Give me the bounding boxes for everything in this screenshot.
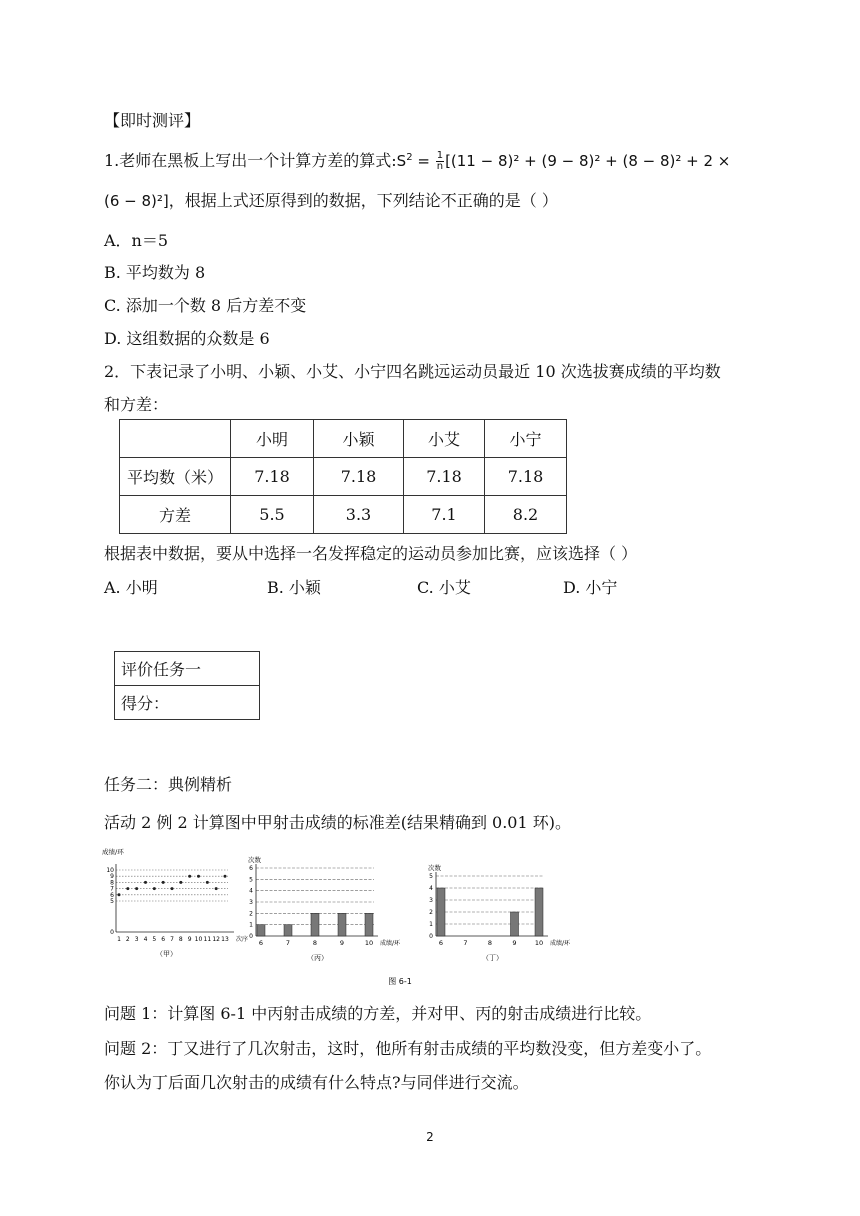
chart-a-xtick: 13 xyxy=(221,936,229,943)
chart-b-xlabel: 成绩/环 xyxy=(380,940,401,947)
table-cell: 7.18 xyxy=(485,458,567,496)
chart-a-point xyxy=(179,881,182,884)
table-header-row xyxy=(120,420,567,458)
table-cell: 3.3 xyxy=(314,496,404,534)
chart-a-ytick: 8 xyxy=(110,879,114,887)
chart-c-xtick: 10 xyxy=(534,939,544,947)
chart-b-xtick: 6 xyxy=(258,939,264,947)
table-cell: 7.1 xyxy=(404,496,485,534)
chart-b-ytick: 4 xyxy=(249,887,253,895)
question-1-text: ，根据上式还原得到的数据，下列结论不正确的是（ ） xyxy=(168,191,558,210)
chart-b-bar xyxy=(284,925,292,936)
table-row xyxy=(120,496,567,534)
question-2-line-2: 和方差： xyxy=(104,395,169,414)
chart-a-xtick: 6 xyxy=(161,936,166,943)
chart-jia xyxy=(102,847,248,958)
chart-a-xtick: 10 xyxy=(194,936,203,943)
chart-c-xtick: 8 xyxy=(487,939,493,947)
formula-equals: = xyxy=(412,152,435,170)
question-2-line-1: 2．下表记录了小明、小颖、小艾、小宁四名跳远运动员最近 10 次选拔赛成绩的平均数 xyxy=(104,362,721,381)
chart-bing xyxy=(248,855,401,962)
page-number: 2 xyxy=(426,1130,434,1144)
q1-option-c: C. 添加一个数 8 后方差不变 xyxy=(104,296,307,315)
table-row xyxy=(120,458,567,496)
evaluation-title: 评价任务一 xyxy=(115,652,260,686)
table-header-cell: 小艾 xyxy=(404,420,485,458)
chart-b-xtick: 10 xyxy=(364,939,374,947)
chart-b-ytick: 0 xyxy=(249,933,253,940)
formula-lhs: S xyxy=(396,152,407,170)
q2-option-c: C. 小艾 xyxy=(417,578,471,597)
chart-a-xtick: 1 xyxy=(117,936,121,943)
table-header-cell: 小宁 xyxy=(485,420,567,458)
chart-a-point xyxy=(153,887,156,890)
chart-c-ytick: 4 xyxy=(429,885,433,892)
chart-c-ylabel: 次数 xyxy=(428,864,441,872)
chart-b-bar xyxy=(338,913,346,936)
q2-option-a: A. 小明 xyxy=(104,578,158,597)
chart-a-xtick: 7 xyxy=(170,936,174,943)
activity-2-text: 活动 2 例 2 计算图中甲射击成绩的标准差(结果精确到 0.01 环)。 xyxy=(104,813,571,832)
chart-b-ytick: 5 xyxy=(249,876,253,884)
chart-a-point xyxy=(118,893,121,896)
table-header-cell xyxy=(120,420,231,458)
variance-formula xyxy=(397,152,731,170)
table-cell: 7.18 xyxy=(404,458,485,496)
score-field[interactable]: 得分： xyxy=(115,686,260,720)
chart-a-ytick: 9 xyxy=(110,873,114,881)
chart-c-xlabel: 成绩/环 xyxy=(550,940,571,947)
chart-a-point xyxy=(197,875,200,878)
chart-c-bar xyxy=(535,888,543,936)
chart-a-ytick: 5 xyxy=(110,898,114,905)
figure-caption: 图 6-1 xyxy=(388,977,412,986)
chart-a-ylabel: 成绩/环 xyxy=(102,848,124,856)
chart-c-ytick: 5 xyxy=(429,873,433,880)
fraction-numerator: 1 xyxy=(436,150,444,161)
formula-rest: [(11 − 8)² + (9 − 8)² + (8 − 8)² + 2 × xyxy=(445,152,731,170)
chart-c-ytick: 3 xyxy=(429,897,433,904)
table-cell: 方差 xyxy=(120,496,231,534)
formula-exponent: 2 xyxy=(406,152,413,163)
chart-a-point xyxy=(171,887,174,890)
chart-a-xlabel: 次序 xyxy=(236,936,249,943)
table-header-cell: 小颖 xyxy=(314,420,404,458)
problem-1: 问题 1：计算图 6-1 中丙射击成绩的方差，并对甲、丙的射击成绩进行比较。 xyxy=(104,1004,652,1023)
chart-a-xtick: 9 xyxy=(187,936,192,943)
chart-c-ytick: 1 xyxy=(429,921,433,928)
problem-2-line-2: 你认为丁后面几次射击的成绩有什么特点?与同伴进行交流。 xyxy=(104,1073,529,1092)
chart-c-label: （丁） xyxy=(482,954,503,962)
q2-option-b: B. 小颖 xyxy=(267,578,321,597)
chart-b-label: （丙） xyxy=(307,954,328,962)
figure-6-1 xyxy=(100,842,600,990)
chart-a-point xyxy=(162,881,165,884)
chart-b-ytick: 2 xyxy=(249,910,253,918)
chart-a-point xyxy=(126,887,129,890)
chart-a-point xyxy=(188,875,191,878)
table-cell: 7.18 xyxy=(314,458,404,496)
chart-c-xtick: 9 xyxy=(512,939,517,947)
fraction-denominator: n xyxy=(436,161,444,172)
chart-b-ytick: 3 xyxy=(249,899,253,906)
chart-a-label: （甲） xyxy=(156,950,177,958)
chart-a-xtick: 2 xyxy=(125,936,130,943)
chart-a-xtick: 11 xyxy=(203,936,212,943)
chart-b-xtick: 8 xyxy=(312,939,318,947)
problem-2-line-1: 问题 2：丁又进行了几次射击，这时，他所有射击成绩的平均数没变，但方差变小了。 xyxy=(104,1039,712,1058)
table-header-cell: 小明 xyxy=(231,420,314,458)
q1-option-b: B. 平均数为 8 xyxy=(104,263,206,282)
chart-b-xtick: 9 xyxy=(339,939,345,947)
question-1-line-2 xyxy=(104,188,558,211)
chart-a-point xyxy=(215,887,218,890)
table-cell: 5.5 xyxy=(231,496,314,534)
chart-b-ytick: 6 xyxy=(249,865,253,872)
section-heading: 【即时测评】 xyxy=(104,111,201,130)
question-1-line-1 xyxy=(104,148,730,172)
q1-option-a: A．n＝5 xyxy=(104,231,169,250)
fraction xyxy=(436,151,444,172)
scores-table xyxy=(119,419,567,534)
chart-c-xtick: 6 xyxy=(438,939,444,947)
chart-b-bar xyxy=(311,913,319,936)
task-2-heading: 任务二：典例精析 xyxy=(104,775,233,794)
chart-c-bar xyxy=(437,888,445,936)
formula-continuation: (6 − 8)²] xyxy=(104,192,169,210)
q2-options xyxy=(104,575,617,598)
chart-a-point xyxy=(206,881,209,884)
chart-a-xtick: 8 xyxy=(178,936,183,943)
chart-a-point xyxy=(135,887,138,890)
question-1-prefix: 1.老师在黑板上写出一个计算方差的算式: xyxy=(104,151,397,170)
chart-b-bar xyxy=(257,925,265,936)
chart-a-xtick: 4 xyxy=(143,936,148,943)
chart-ding xyxy=(428,863,571,962)
chart-c-xtick: 7 xyxy=(463,939,468,947)
table-cell: 8.2 xyxy=(485,496,567,534)
chart-b-bar xyxy=(365,913,373,936)
evaluation-box xyxy=(114,651,260,720)
chart-b-ylabel: 次数 xyxy=(248,856,261,864)
chart-a-ytick: 10 xyxy=(106,867,114,874)
chart-c-bar xyxy=(511,912,519,936)
chart-a-xtick: 5 xyxy=(152,936,157,943)
q1-option-d: D. 这组数据的众数是 6 xyxy=(104,329,270,348)
table-cell: 7.18 xyxy=(231,458,314,496)
question-2-after: 根据表中数据，要从中选择一名发挥稳定的运动员参加比赛，应该选择（ ） xyxy=(104,544,638,563)
chart-b-ytick: 1 xyxy=(249,921,253,929)
chart-c-ytick: 2 xyxy=(429,909,433,916)
q2-option-d: D. 小宁 xyxy=(563,578,618,597)
chart-c-ytick: 0 xyxy=(429,933,433,940)
chart-a-xtick: 12 xyxy=(212,936,220,943)
chart-a-ytick: 6 xyxy=(110,891,114,899)
chart-a-ytick: 0 xyxy=(110,929,114,936)
chart-a-point xyxy=(224,875,227,878)
chart-b-xtick: 7 xyxy=(285,939,291,947)
chart-a-ytick: 7 xyxy=(110,885,114,893)
table-cell: 平均数（米） xyxy=(120,458,231,496)
chart-a-point xyxy=(144,881,147,884)
chart-a-xtick: 3 xyxy=(134,936,139,943)
